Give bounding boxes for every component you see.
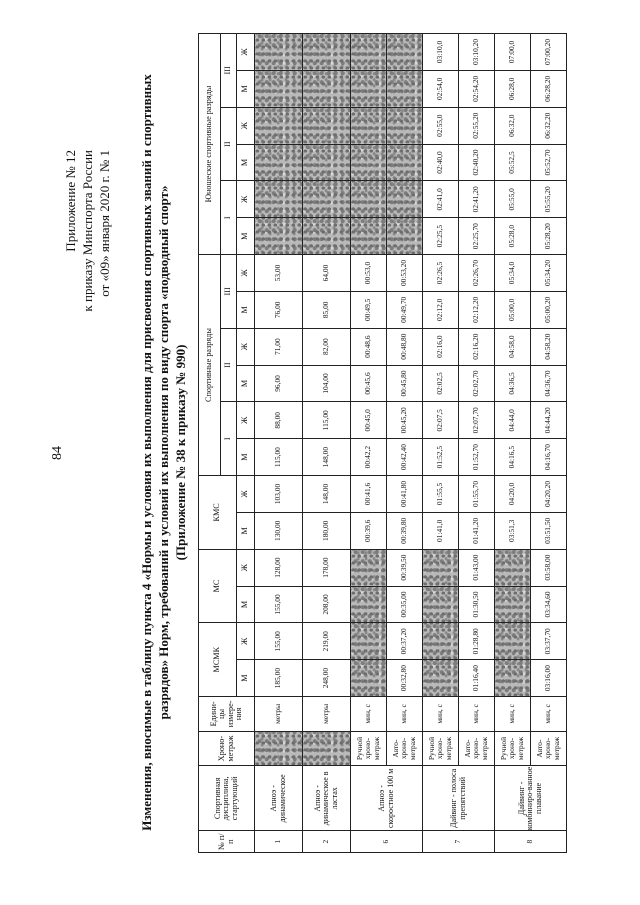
- value-cell: 00:41,6: [351, 476, 387, 513]
- value-cell: 05:55,0: [495, 181, 531, 218]
- row-unit: метры: [303, 697, 351, 732]
- value-cell: 88,00: [255, 402, 303, 439]
- value-cell: [351, 660, 387, 697]
- row-unit: мин, с: [531, 697, 567, 732]
- value-cell: 00:32,80: [387, 660, 423, 697]
- value-cell: [351, 107, 387, 144]
- table-row: [303, 34, 351, 853]
- value-cell: 04:16,5: [495, 439, 531, 476]
- value-cell: 248,00: [303, 660, 351, 697]
- value-cell: 96,00: [255, 365, 303, 402]
- value-cell: 02:25,5: [423, 218, 459, 255]
- row-discipline: Дайвинг - комбиниро-ванное плавание: [495, 766, 567, 831]
- value-cell: 00:45,80: [387, 365, 423, 402]
- header-gender-f: Ж: [237, 623, 255, 660]
- value-cell: 06:32,0: [495, 107, 531, 144]
- value-cell: 06:28,0: [495, 70, 531, 107]
- value-cell: [351, 586, 387, 623]
- header-gender-f: Ж: [237, 181, 255, 218]
- value-cell: 02:25,70: [459, 218, 495, 255]
- header-gender-m: М: [237, 70, 255, 107]
- value-cell: 05:55,20: [531, 181, 567, 218]
- row-timing: Ручной хроно-метраж: [495, 731, 531, 766]
- value-cell: [495, 586, 531, 623]
- header-mc: МС: [199, 549, 237, 623]
- header-gender-m: М: [237, 144, 255, 181]
- title-line: (Приложение № 38 к приказу № 990): [173, 344, 188, 561]
- value-cell: 02:55,20: [459, 107, 495, 144]
- value-cell: 04:36,5: [495, 365, 531, 402]
- value-cell: [303, 34, 351, 71]
- table-row: [387, 34, 423, 853]
- value-cell: [351, 34, 387, 71]
- value-cell: 00:41,80: [387, 476, 423, 513]
- value-cell: 07:00,0: [495, 34, 531, 71]
- value-cell: [387, 34, 423, 71]
- value-cell: [351, 549, 387, 586]
- value-cell: 02:54,20: [459, 70, 495, 107]
- value-cell: [303, 218, 351, 255]
- page-number: 84: [50, 446, 65, 460]
- row-timing: [255, 731, 303, 766]
- header-junior-rank-2: II: [221, 107, 237, 181]
- value-cell: 130,00: [255, 512, 303, 549]
- row-number: 2: [303, 831, 351, 853]
- value-cell: 07:00,20: [531, 34, 567, 71]
- value-cell: 02:12,0: [423, 291, 459, 328]
- document-title: [138, 60, 189, 845]
- row-discipline: Апноэ - динамическое: [255, 766, 303, 831]
- appendix-block: [62, 150, 113, 312]
- value-cell: 148,00: [303, 476, 351, 513]
- value-cell: 00:45,20: [387, 402, 423, 439]
- value-cell: 03:37,70: [531, 623, 567, 660]
- value-cell: 04:16,70: [531, 439, 567, 476]
- value-cell: 53,00: [255, 255, 303, 292]
- value-cell: 03:16,00: [531, 660, 567, 697]
- value-cell: 02:26,70: [459, 255, 495, 292]
- value-cell: 180,00: [303, 512, 351, 549]
- value-cell: 00:53,0: [351, 255, 387, 292]
- value-cell: [495, 623, 531, 660]
- value-cell: 04:44,0: [495, 402, 531, 439]
- value-cell: 05:00,20: [531, 291, 567, 328]
- row-number: 1: [255, 831, 303, 853]
- value-cell: 03:51,50: [531, 512, 567, 549]
- header-junior-rank-3: III: [221, 34, 237, 108]
- value-cell: 02:55,0: [423, 107, 459, 144]
- value-cell: [495, 660, 531, 697]
- row-discipline: Апноэ - динамическое в ластах: [303, 766, 351, 831]
- row-timing: Ручной хроно-метраж: [351, 731, 387, 766]
- appendix-line: к приказу Минспорта России: [80, 150, 95, 312]
- value-cell: 01:52,5: [423, 439, 459, 476]
- value-cell: [303, 107, 351, 144]
- header-rank-2: II: [221, 328, 237, 402]
- value-cell: 155,00: [255, 586, 303, 623]
- value-cell: 219,00: [303, 623, 351, 660]
- value-cell: 03:51,3: [495, 512, 531, 549]
- header-rank-3: III: [221, 255, 237, 329]
- value-cell: 03:34,60: [531, 586, 567, 623]
- header-gender-m: М: [237, 439, 255, 476]
- value-cell: 02:41,20: [459, 181, 495, 218]
- value-cell: 03:10,0: [423, 34, 459, 71]
- row-timing: Авто-хроно-метраж: [387, 731, 423, 766]
- header-rank-1: I: [221, 402, 237, 476]
- value-cell: [255, 181, 303, 218]
- value-cell: 00:37,20: [387, 623, 423, 660]
- value-cell: 01:52,70: [459, 439, 495, 476]
- value-cell: 00:49,5: [351, 291, 387, 328]
- value-cell: [351, 218, 387, 255]
- value-cell: [387, 107, 423, 144]
- value-cell: 128,00: [255, 549, 303, 586]
- value-cell: 05:34,0: [495, 255, 531, 292]
- row-unit: мин, с: [387, 697, 423, 732]
- value-cell: 06:32,20: [531, 107, 567, 144]
- header-row: [199, 34, 221, 853]
- value-cell: [387, 218, 423, 255]
- value-cell: [387, 70, 423, 107]
- table-row: [351, 34, 387, 853]
- appendix-line: от «09» января 2020 г. № 1: [97, 150, 112, 297]
- header-gender-m: М: [237, 512, 255, 549]
- header-mcmk: МСМК: [199, 623, 237, 697]
- row-number: 7: [423, 831, 495, 853]
- value-cell: [351, 623, 387, 660]
- value-cell: 178,00: [303, 549, 351, 586]
- value-cell: 01:16,40: [459, 660, 495, 697]
- value-cell: 02:40,0: [423, 144, 459, 181]
- row-unit: мин, с: [351, 697, 387, 732]
- norms-table: [198, 33, 567, 853]
- table-body: [199, 34, 567, 853]
- value-cell: 00:35,00: [387, 586, 423, 623]
- value-cell: 05:00,0: [495, 291, 531, 328]
- header-gender-f: Ж: [237, 255, 255, 292]
- table-row: [255, 34, 303, 853]
- title-line: Изменения, вносимые в таблицу пункта 4 «Нормы и условия их выполнения для присвоения спортивных званий и спортивных: [139, 74, 154, 831]
- value-cell: 03:10,20: [459, 34, 495, 71]
- header-gender-m: М: [237, 660, 255, 697]
- value-cell: 05:28,20: [531, 218, 567, 255]
- value-cell: [351, 144, 387, 181]
- value-cell: 76,00: [255, 291, 303, 328]
- value-cell: 04:58,20: [531, 328, 567, 365]
- value-cell: 148,00: [303, 439, 351, 476]
- title-line: разрядов» Норм, требований и условий их выполнения по виду спорта «подводный спорт»: [156, 185, 171, 720]
- header-gender-f: Ж: [237, 549, 255, 586]
- value-cell: 00:45,6: [351, 365, 387, 402]
- header-sport-ranks: Спортивные разряды: [199, 255, 221, 476]
- value-cell: 00:45,0: [351, 402, 387, 439]
- header-discipline: Спортивная дисциплина, стартующий: [199, 766, 255, 831]
- value-cell: 05:52,5: [495, 144, 531, 181]
- table-row: [459, 34, 495, 853]
- value-cell: 04:36,70: [531, 365, 567, 402]
- value-cell: 03:58,00: [531, 549, 567, 586]
- value-cell: 115,00: [255, 439, 303, 476]
- value-cell: 00:42,2: [351, 439, 387, 476]
- header-gender-m: М: [237, 586, 255, 623]
- value-cell: 05:34,20: [531, 255, 567, 292]
- row-timing: Авто-хроно-метраж: [459, 731, 495, 766]
- value-cell: [423, 549, 459, 586]
- value-cell: [303, 70, 351, 107]
- value-cell: [351, 181, 387, 218]
- value-cell: 185,00: [255, 660, 303, 697]
- value-cell: 02:02,5: [423, 365, 459, 402]
- value-cell: [255, 34, 303, 71]
- row-unit: метры: [255, 697, 303, 732]
- header-gender-m: М: [237, 218, 255, 255]
- header-unit: Едини-цы измере-ния: [199, 697, 255, 732]
- value-cell: 01:55,5: [423, 476, 459, 513]
- value-cell: [255, 144, 303, 181]
- value-cell: 01:41,0: [423, 512, 459, 549]
- value-cell: 64,00: [303, 255, 351, 292]
- appendix-line: Приложение № 12: [63, 150, 78, 252]
- value-cell: 01:55,70: [459, 476, 495, 513]
- value-cell: 103,00: [255, 476, 303, 513]
- value-cell: [495, 549, 531, 586]
- value-cell: 155,00: [255, 623, 303, 660]
- value-cell: [255, 218, 303, 255]
- value-cell: 00:42,40: [387, 439, 423, 476]
- value-cell: [387, 181, 423, 218]
- value-cell: 00:39,6: [351, 512, 387, 549]
- value-cell: 00:39,50: [387, 549, 423, 586]
- row-unit: мин, с: [495, 697, 531, 732]
- value-cell: 02:12,20: [459, 291, 495, 328]
- value-cell: 04:20,20: [531, 476, 567, 513]
- row-unit: мин, с: [459, 697, 495, 732]
- value-cell: 82,00: [303, 328, 351, 365]
- value-cell: [423, 660, 459, 697]
- value-cell: [423, 586, 459, 623]
- table-row: [495, 34, 531, 853]
- value-cell: 01:43,00: [459, 549, 495, 586]
- value-cell: 04:20,0: [495, 476, 531, 513]
- row-timing: [303, 731, 351, 766]
- value-cell: 71,00: [255, 328, 303, 365]
- value-cell: [255, 107, 303, 144]
- row-number: 8: [495, 831, 567, 853]
- value-cell: 208,00: [303, 586, 351, 623]
- value-cell: 00:48,6: [351, 328, 387, 365]
- value-cell: 00:39,80: [387, 512, 423, 549]
- header-junior-ranks: Юношеские спортивные разряды: [199, 34, 221, 255]
- value-cell: 05:28,0: [495, 218, 531, 255]
- value-cell: 00:49,70: [387, 291, 423, 328]
- value-cell: 02:07,5: [423, 402, 459, 439]
- value-cell: 02:40,20: [459, 144, 495, 181]
- value-cell: 01:28,80: [459, 623, 495, 660]
- row-unit: мин, с: [423, 697, 459, 732]
- header-kmc: КМС: [199, 476, 237, 550]
- value-cell: 00:48,80: [387, 328, 423, 365]
- value-cell: 04:44,20: [531, 402, 567, 439]
- value-cell: 02:16,0: [423, 328, 459, 365]
- header-gender-f: Ж: [237, 107, 255, 144]
- value-cell: [387, 144, 423, 181]
- value-cell: 85,00: [303, 291, 351, 328]
- value-cell: 04:58,0: [495, 328, 531, 365]
- header-timing: Хроно-метраж: [199, 731, 255, 766]
- value-cell: 01:30,50: [459, 586, 495, 623]
- value-cell: 02:16,20: [459, 328, 495, 365]
- value-cell: [303, 144, 351, 181]
- value-cell: 05:52,70: [531, 144, 567, 181]
- value-cell: 02:54,0: [423, 70, 459, 107]
- header-gender-m: М: [237, 291, 255, 328]
- value-cell: 104,00: [303, 365, 351, 402]
- table-row: [423, 34, 459, 853]
- row-timing: Авто-хроно-метраж: [531, 731, 567, 766]
- header-gender-f: Ж: [237, 34, 255, 71]
- value-cell: 02:07,70: [459, 402, 495, 439]
- row-discipline: Апноэ - скоростное 100 м: [351, 766, 423, 831]
- value-cell: 01:41,20: [459, 512, 495, 549]
- header-gender-m: М: [237, 365, 255, 402]
- value-cell: 02:02,70: [459, 365, 495, 402]
- header-gender-f: Ж: [237, 328, 255, 365]
- value-cell: [255, 70, 303, 107]
- value-cell: 06:28,20: [531, 70, 567, 107]
- header-gender-f: Ж: [237, 476, 255, 513]
- value-cell: 00:53,20: [387, 255, 423, 292]
- row-discipline: Дайвинг - полоса препятствий: [423, 766, 495, 831]
- value-cell: [351, 70, 387, 107]
- value-cell: [423, 623, 459, 660]
- header-num: № п/п: [199, 831, 255, 853]
- row-number: 6: [351, 831, 423, 853]
- header-junior-rank-1: I: [221, 181, 237, 255]
- value-cell: 02:26,5: [423, 255, 459, 292]
- value-cell: 115,00: [303, 402, 351, 439]
- table-row: [531, 34, 567, 853]
- value-cell: 02:41,0: [423, 181, 459, 218]
- header-gender-f: Ж: [237, 402, 255, 439]
- value-cell: [303, 181, 351, 218]
- row-timing: Ручной хроно-метраж: [423, 731, 459, 766]
